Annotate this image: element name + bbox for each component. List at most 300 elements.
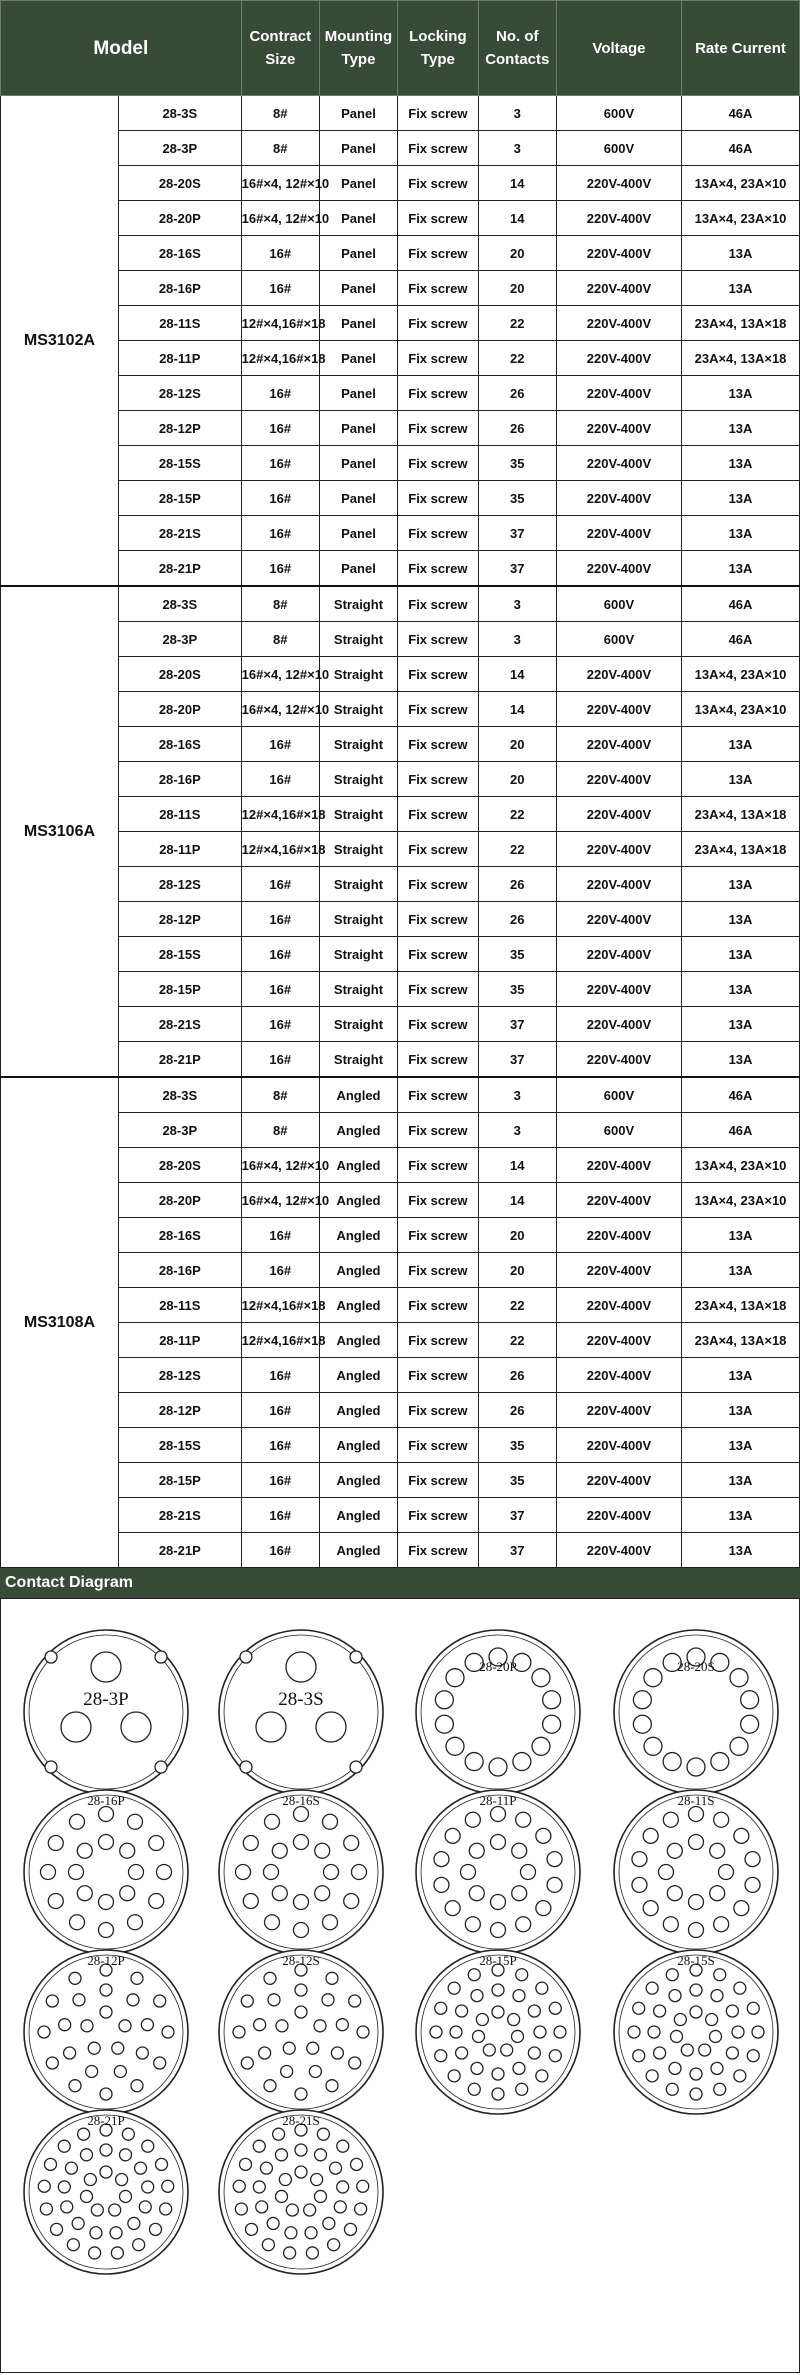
locking-type-cell: Fix screw — [398, 1533, 479, 1568]
rate-current-cell: 23A×4, 13A×18 — [682, 341, 800, 376]
contact-pin — [681, 2044, 693, 2056]
locking-type-cell: Fix screw — [398, 692, 479, 727]
rate-current-cell: 13A — [682, 1218, 800, 1253]
contract-size-cell: 16# — [241, 1463, 319, 1498]
contact-diagram-28-11s — [611, 1787, 781, 1957]
contact-pin — [450, 2026, 462, 2038]
contact-pin — [687, 1758, 705, 1776]
voltage-cell: 220V-400V — [556, 446, 681, 481]
contact-pin — [45, 1651, 57, 1663]
locking-type-cell: Fix screw — [398, 1253, 479, 1288]
contact-pin — [323, 1915, 338, 1930]
locking-type-cell: Fix screw — [398, 481, 479, 516]
contract-size-cell: 12#×4,16#×18 — [241, 306, 319, 341]
contact-pin — [516, 1917, 531, 1932]
table-row — [1, 1253, 800, 1288]
contact-pin — [711, 2062, 723, 2074]
header-locking-type: Locking Type — [398, 1, 479, 96]
contact-pin — [233, 2026, 245, 2038]
contacts-cell: 22 — [478, 341, 556, 376]
contact-pin — [666, 2083, 678, 2095]
rate-current-cell: 13A×4, 23A×10 — [682, 1148, 800, 1183]
contact-pin — [306, 2247, 318, 2259]
voltage-cell: 220V-400V — [556, 411, 681, 446]
part-number-cell: 28-16S — [118, 1218, 241, 1253]
contact-pin — [295, 2088, 307, 2100]
locking-type-cell: Fix screw — [398, 341, 479, 376]
voltage-cell: 600V — [556, 96, 681, 131]
header-contract-size: Contract Size — [241, 1, 319, 96]
locking-type-cell: Fix screw — [398, 446, 479, 481]
contract-size-cell: 16# — [241, 1533, 319, 1568]
table-row — [1, 1498, 800, 1533]
rate-current-cell: 13A — [682, 376, 800, 411]
contact-pin — [516, 1812, 531, 1827]
contact-pin — [734, 1982, 746, 1994]
contact-pin — [646, 1982, 658, 1994]
mounting-type-cell: Angled — [319, 1428, 397, 1463]
contact-pin — [119, 2190, 131, 2202]
contact-diagram-title: Contact Diagram — [0, 1568, 800, 1598]
contact-pin — [100, 2166, 112, 2178]
table-row — [1, 1077, 800, 1113]
contact-pin — [240, 1651, 252, 1663]
contact-pin — [120, 2149, 132, 2161]
contact-pin — [48, 1894, 63, 1909]
contact-pin — [633, 2002, 645, 2014]
contact-pin — [666, 1969, 678, 1981]
contact-pin — [689, 1895, 704, 1910]
contact-pin — [513, 2062, 525, 2074]
contact-pin — [276, 2190, 288, 2202]
locking-type-cell: Fix screw — [398, 131, 479, 166]
contact-pin — [326, 2080, 338, 2092]
voltage-cell: 600V — [556, 586, 681, 622]
contract-size-cell: 16# — [241, 551, 319, 587]
contact-pin — [61, 1712, 91, 1742]
contact-pin — [711, 1990, 723, 2002]
contact-pin — [536, 1982, 548, 1994]
contact-pin — [434, 1877, 449, 1892]
contact-pin — [516, 2083, 528, 2095]
voltage-cell: 600V — [556, 1077, 681, 1113]
locking-type-cell: Fix screw — [398, 1183, 479, 1218]
contact-pin — [323, 2217, 335, 2229]
locking-type-cell: Fix screw — [398, 1042, 479, 1078]
contact-pin — [643, 1901, 658, 1916]
contact-diagram-28-21s — [216, 2107, 386, 2277]
contact-pin — [632, 1877, 647, 1892]
contact-pin — [667, 1886, 682, 1901]
contact-pin — [536, 2070, 548, 2082]
contact-diagram-label: 28-11P — [479, 1793, 517, 1808]
contact-pin — [110, 2227, 122, 2239]
voltage-cell: 220V-400V — [556, 481, 681, 516]
contract-size-cell: 16# — [241, 411, 319, 446]
table-header-row — [1, 1, 800, 96]
table-row — [1, 306, 800, 341]
rate-current-cell: 23A×4, 13A×18 — [682, 1288, 800, 1323]
locking-type-cell: Fix screw — [398, 236, 479, 271]
contacts-cell: 37 — [478, 551, 556, 587]
contact-pin — [501, 2044, 513, 2056]
mounting-type-cell: Straight — [319, 727, 397, 762]
contact-pin — [430, 2026, 442, 2038]
contact-pin — [285, 2227, 297, 2239]
mounting-type-cell: Panel — [319, 446, 397, 481]
voltage-cell: 220V-400V — [556, 692, 681, 727]
contact-diagram-label: 28-15S — [677, 1953, 715, 1968]
contacts-cell: 37 — [478, 1533, 556, 1568]
contact-pin — [476, 2014, 488, 2026]
contacts-cell: 26 — [478, 376, 556, 411]
contact-pin — [314, 2020, 326, 2032]
model-group-cell: MS3102A — [1, 96, 119, 587]
rate-current-cell: 13A — [682, 1042, 800, 1078]
contact-pin — [547, 1877, 562, 1892]
locking-type-cell: Fix screw — [398, 411, 479, 446]
mounting-type-cell: Panel — [319, 271, 397, 306]
mounting-type-cell: Straight — [319, 832, 397, 867]
contact-pin — [131, 2080, 143, 2092]
contact-pin — [710, 1886, 725, 1901]
contact-diagram-label: 28-20S — [677, 1659, 715, 1674]
part-number-cell: 28-12S — [118, 867, 241, 902]
contacts-cell: 3 — [478, 1077, 556, 1113]
table-row — [1, 727, 800, 762]
contact-pin — [160, 2203, 172, 2215]
contact-pin — [434, 1852, 449, 1867]
contract-size-cell: 16# — [241, 1042, 319, 1078]
contact-pin — [254, 2019, 266, 2031]
contract-size-cell: 8# — [241, 622, 319, 657]
locking-type-cell: Fix screw — [398, 96, 479, 131]
contract-size-cell: 16# — [241, 972, 319, 1007]
locking-type-cell: Fix screw — [398, 1498, 479, 1533]
mounting-type-cell: Angled — [319, 1183, 397, 1218]
voltage-cell: 600V — [556, 622, 681, 657]
contacts-cell: 14 — [478, 1183, 556, 1218]
contact-pin — [260, 2162, 272, 2174]
part-number-cell: 28-11P — [118, 1323, 241, 1358]
table-row — [1, 446, 800, 481]
part-number-cell: 28-16P — [118, 1253, 241, 1288]
mounting-type-cell: Straight — [319, 797, 397, 832]
mounting-type-cell: Straight — [319, 622, 397, 657]
contact-pin — [747, 2002, 759, 2014]
contact-pin — [532, 1737, 550, 1755]
locking-type-cell: Fix screw — [398, 1148, 479, 1183]
rate-current-cell: 13A — [682, 236, 800, 271]
contact-pin — [349, 1995, 361, 2007]
contact-diagram-label: 28-12S — [282, 1953, 320, 1968]
contract-size-cell: 16# — [241, 1498, 319, 1533]
contact-pin — [136, 2047, 148, 2059]
contact-pin — [465, 1812, 480, 1827]
voltage-cell: 220V-400V — [556, 1183, 681, 1218]
part-number-cell: 28-20P — [118, 201, 241, 236]
contacts-cell: 35 — [478, 446, 556, 481]
contact-pin — [41, 1865, 56, 1880]
contact-pin — [690, 1984, 702, 1996]
rate-current-cell: 13A×4, 23A×10 — [682, 166, 800, 201]
part-number-cell: 28-15P — [118, 1463, 241, 1498]
contact-pin — [133, 2239, 145, 2251]
contact-pin — [294, 1923, 309, 1938]
contact-pin — [149, 1894, 164, 1909]
part-number-cell: 28-15S — [118, 1428, 241, 1463]
locking-type-cell: Fix screw — [398, 376, 479, 411]
table-row — [1, 481, 800, 516]
header-rate-current: Rate Current — [682, 1, 800, 96]
contact-pin — [69, 1865, 84, 1880]
contact-pin — [469, 1886, 484, 1901]
contacts-cell: 37 — [478, 1007, 556, 1042]
part-number-cell: 28-20S — [118, 166, 241, 201]
contact-pin — [58, 2140, 70, 2152]
voltage-cell: 220V-400V — [556, 1148, 681, 1183]
contact-pin — [116, 2174, 128, 2186]
rate-current-cell: 13A — [682, 762, 800, 797]
contact-pin — [295, 2006, 307, 2018]
contact-pin — [491, 1835, 506, 1850]
contact-pin — [246, 2223, 258, 2235]
table-row — [1, 516, 800, 551]
contact-pin — [667, 1843, 682, 1858]
contact-pin — [307, 2042, 319, 2054]
table-row — [1, 1007, 800, 1042]
contact-pin — [633, 1691, 651, 1709]
contact-pin — [128, 1915, 143, 1930]
contact-pin — [268, 1994, 280, 2006]
mounting-type-cell: Straight — [319, 657, 397, 692]
contact-pin — [734, 2070, 746, 2082]
contact-pin — [528, 2005, 540, 2017]
contact-pin — [648, 2026, 660, 2038]
contact-pin — [59, 2019, 71, 2031]
voltage-cell: 220V-400V — [556, 902, 681, 937]
contacts-cell: 14 — [478, 166, 556, 201]
locking-type-cell: Fix screw — [398, 727, 479, 762]
contact-pin — [120, 1843, 135, 1858]
contact-diagram-28-3s — [216, 1627, 386, 1797]
rate-current-cell: 13A — [682, 1253, 800, 1288]
rate-current-cell: 13A — [682, 271, 800, 306]
contact-pin — [469, 1843, 484, 1858]
contact-pin — [726, 2047, 738, 2059]
locking-type-cell: Fix screw — [398, 1218, 479, 1253]
locking-type-cell: Fix screw — [398, 622, 479, 657]
table-row — [1, 797, 800, 832]
contact-pin — [279, 2174, 291, 2186]
contacts-cell: 20 — [478, 1218, 556, 1253]
contact-pin — [337, 2140, 349, 2152]
contact-pin — [295, 2144, 307, 2156]
locking-type-cell: Fix screw — [398, 797, 479, 832]
contact-pin — [81, 2190, 93, 2202]
table-row — [1, 622, 800, 657]
contact-pin — [155, 1651, 167, 1663]
contact-pin — [275, 2149, 287, 2161]
contact-pin — [127, 1994, 139, 2006]
mounting-type-cell: Panel — [319, 201, 397, 236]
contact-diagram-28-16p — [21, 1787, 191, 1957]
contact-pin — [265, 1814, 280, 1829]
mounting-type-cell: Panel — [319, 236, 397, 271]
contact-pin — [88, 2042, 100, 2054]
locking-type-cell: Fix screw — [398, 657, 479, 692]
contract-size-cell: 16# — [241, 902, 319, 937]
contact-pin — [357, 2180, 369, 2192]
contact-pin — [317, 2128, 329, 2140]
contacts-cell: 3 — [478, 586, 556, 622]
contacts-cell: 26 — [478, 902, 556, 937]
contacts-cell: 3 — [478, 131, 556, 166]
contract-size-cell: 16# — [241, 1358, 319, 1393]
contact-pin — [272, 1886, 287, 1901]
contact-diagram-label: 28-21P — [87, 2113, 125, 2128]
locking-type-cell: Fix screw — [398, 762, 479, 797]
contact-pin — [58, 2181, 70, 2193]
rate-current-cell: 13A — [682, 551, 800, 587]
contacts-cell: 22 — [478, 1288, 556, 1323]
contact-pin — [121, 1712, 151, 1742]
contact-pin — [51, 2223, 63, 2235]
voltage-cell: 220V-400V — [556, 1288, 681, 1323]
mounting-type-cell: Straight — [319, 1007, 397, 1042]
contact-pin — [256, 1712, 286, 1742]
contact-diagram-label: 28-21S — [282, 2113, 320, 2128]
part-number-cell: 28-21P — [118, 1042, 241, 1078]
mounting-type-cell: Panel — [319, 306, 397, 341]
contact-pin — [456, 2005, 468, 2017]
contract-size-cell: 16# — [241, 271, 319, 306]
contact-diagram-label: 28-16S — [282, 1793, 320, 1808]
table-row — [1, 1393, 800, 1428]
contact-pin — [78, 2128, 90, 2140]
contact-pin — [674, 2014, 686, 2026]
voltage-cell: 220V-400V — [556, 1463, 681, 1498]
contact-pin — [483, 2044, 495, 2056]
contact-pin — [706, 2014, 718, 2026]
contact-diagram-label: 28-11S — [677, 1793, 715, 1808]
table-row — [1, 271, 800, 306]
contact-pin — [100, 2088, 112, 2100]
table-row — [1, 867, 800, 902]
part-number-cell: 28-16S — [118, 727, 241, 762]
table-row — [1, 1463, 800, 1498]
contact-pin — [741, 1691, 759, 1709]
contact-diagram-label: 28-3S — [278, 1689, 324, 1710]
contact-pin — [352, 1865, 367, 1880]
part-number-cell: 28-20S — [118, 1148, 241, 1183]
locking-type-cell: Fix screw — [398, 832, 479, 867]
contact-pin — [295, 2166, 307, 2178]
locking-type-cell: Fix screw — [398, 1393, 479, 1428]
part-number-cell: 28-21S — [118, 1007, 241, 1042]
part-number-cell: 28-21S — [118, 516, 241, 551]
contacts-cell: 26 — [478, 411, 556, 446]
contact-pin — [142, 2140, 154, 2152]
part-number-cell: 28-21P — [118, 1533, 241, 1568]
mounting-type-cell: Angled — [319, 1218, 397, 1253]
table-row — [1, 166, 800, 201]
contact-pin — [461, 1865, 476, 1880]
table-row — [1, 131, 800, 166]
contact-pin — [714, 2083, 726, 2095]
voltage-cell: 220V-400V — [556, 201, 681, 236]
contact-pin — [726, 2005, 738, 2017]
contact-pin — [243, 1836, 258, 1851]
table-row — [1, 1428, 800, 1463]
contact-pin — [351, 2158, 363, 2170]
contact-pin — [331, 2047, 343, 2059]
locking-type-cell: Fix screw — [398, 586, 479, 622]
mounting-type-cell: Angled — [319, 1288, 397, 1323]
table-row — [1, 411, 800, 446]
contract-size-cell: 16#×4, 12#×10 — [241, 657, 319, 692]
contact-pin — [513, 1990, 525, 2002]
contact-pin — [241, 2057, 253, 2069]
contract-size-cell: 12#×4,16#×18 — [241, 341, 319, 376]
contract-size-cell: 8# — [241, 96, 319, 131]
rate-current-cell: 13A — [682, 1393, 800, 1428]
voltage-cell: 220V-400V — [556, 1323, 681, 1358]
contact-pin — [511, 2030, 523, 2042]
contacts-cell: 20 — [478, 762, 556, 797]
contact-pin — [732, 2026, 744, 2038]
contact-pin — [256, 2201, 268, 2213]
contact-pin — [235, 2203, 247, 2215]
table-row — [1, 1358, 800, 1393]
contact-pin — [745, 1877, 760, 1892]
contact-pin — [471, 2062, 483, 2074]
contact-pin — [671, 2030, 683, 2042]
contact-pin — [309, 2065, 321, 2077]
contacts-cell: 35 — [478, 481, 556, 516]
mounting-type-cell: Angled — [319, 1533, 397, 1568]
contacts-cell: 37 — [478, 1042, 556, 1078]
mounting-type-cell: Angled — [319, 1498, 397, 1533]
contact-pin — [69, 2080, 81, 2092]
contact-pin — [322, 1994, 334, 2006]
contact-pin — [162, 2180, 174, 2192]
voltage-cell: 220V-400V — [556, 236, 681, 271]
voltage-cell: 220V-400V — [556, 166, 681, 201]
contact-pin — [99, 1923, 114, 1938]
part-number-cell: 28-11S — [118, 306, 241, 341]
contact-pin — [311, 2174, 323, 2186]
part-number-cell: 28-16P — [118, 762, 241, 797]
contacts-cell: 20 — [478, 236, 556, 271]
contacts-cell: 3 — [478, 96, 556, 131]
contact-pin — [344, 1836, 359, 1851]
table-row — [1, 832, 800, 867]
part-number-cell: 28-11P — [118, 341, 241, 376]
part-number-cell: 28-15S — [118, 937, 241, 972]
contact-pin — [334, 2201, 346, 2213]
contacts-cell: 35 — [478, 1463, 556, 1498]
contract-size-cell: 16# — [241, 516, 319, 551]
contact-diagram-28-12p — [21, 1947, 191, 2117]
contacts-cell: 35 — [478, 1428, 556, 1463]
contract-size-cell: 16# — [241, 446, 319, 481]
contact-pin — [264, 1865, 279, 1880]
contact-diagram-label: 28-20P — [479, 1659, 517, 1674]
contact-pin — [468, 1969, 480, 1981]
contact-pin — [730, 1737, 748, 1755]
locking-type-cell: Fix screw — [398, 551, 479, 587]
